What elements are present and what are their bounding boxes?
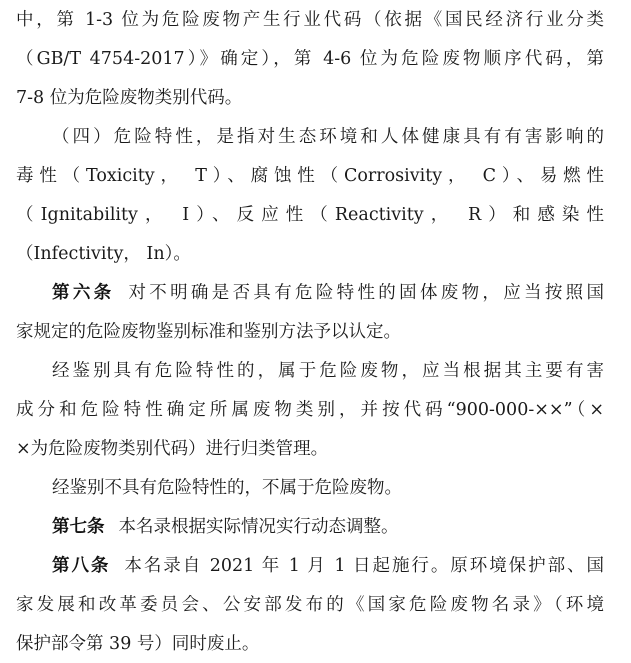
article-text: 本名录根据实际情况实行动态调整。 (118, 517, 399, 537)
article-label: 第八条 (52, 556, 111, 576)
text-line: 家规定的危险废物鉴别标准和鉴别方法予以认定。 (16, 322, 401, 342)
article-text: 对不明确是否具有危险特性的固体废物，应当按照国 (128, 283, 605, 303)
article-label: 第六条 (52, 283, 115, 303)
text-line: （GB/T 4754-2017）》确定），第 4-6 位为危险废物顺序代码，第 (16, 49, 604, 69)
article-seven-paragraph (52, 509, 604, 545)
text-line: 7-8 位为危险废物类别代码。 (16, 88, 243, 108)
text-line: 中，第 1-3 位为危险废物产生行业代码（依据《国民经济行业分类 (16, 10, 604, 30)
article-six-paragraph (52, 275, 604, 311)
article-text: 本名录自 2021 年 1 月 1 日起施行。原环境保护部、国 (124, 556, 604, 576)
text-line: 经鉴别不具有危险特性的，不属于危险废物。 (52, 478, 402, 498)
text-line: 保护部令第 39 号）同时废止。 (16, 634, 260, 654)
article-eight-paragraph (52, 548, 604, 584)
text-line: 毒性（Toxicity， T）、腐蚀性（Corrosivity， C）、易燃性 (16, 166, 604, 186)
text-line: 经鉴别具有危险特性的，属于危险废物，应当根据其主要有害 (52, 361, 604, 381)
text-line: 家发展和改革委员会、公安部发布的《国家危险废物名录》（环境 (16, 595, 604, 615)
text-line: （四）危险特性，是指对生态环境和人体健康具有有害影响的 (52, 127, 604, 147)
text-line: 成分和危险特性确定所属废物类别，并按代码“900-000-××”（× (16, 400, 604, 420)
text-line: （Ignitability， I）、反应性（Reactivity， R）和感染性 (16, 205, 604, 225)
text-line: （Infectivity， In）。 (16, 244, 191, 264)
article-label: 第七条 (52, 517, 105, 537)
text-line: ×为危险废物类别代码）进行归类管理。 (16, 439, 329, 459)
